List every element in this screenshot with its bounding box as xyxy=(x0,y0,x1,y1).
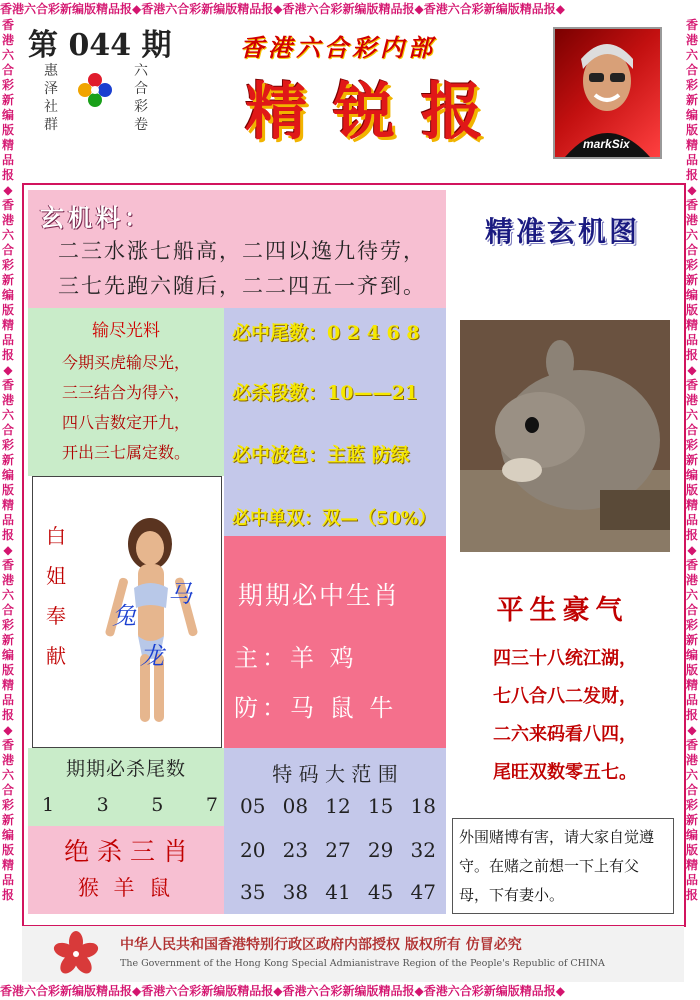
mystery-line-2: 三七先跑六随后，二二四五一齐到。 xyxy=(58,274,426,298)
girl-overlay-horse: 马 xyxy=(168,580,192,608)
poem-lines xyxy=(460,640,670,792)
zodiac-title: 期期必中生肖 xyxy=(238,581,401,610)
kill-tail-value: 7 xyxy=(205,794,218,816)
special-range-row: 05 08 12 15 18 xyxy=(240,794,436,818)
poem-line: 七八合八二发财， xyxy=(493,686,637,707)
special-range-row: 20 23 27 29 32 xyxy=(240,838,436,862)
footer-cn: 中华人民共和国香港特别行政区政府内部授权 版权所有 仿冒必究 xyxy=(120,937,522,953)
lose-all-lines xyxy=(28,348,224,468)
bottom-border-text: 香港六合彩新编版精品报◆香港六合彩新编版精品报◆香港六合彩新编版精品报◆香港六合彩新编版精品报◆ xyxy=(0,984,565,998)
kill-tail-value: 5 xyxy=(151,794,164,816)
poem-line: 二六来码看八四， xyxy=(493,724,637,745)
girl-overlay-rabbit: 兔 xyxy=(112,602,136,630)
kill-tails-values xyxy=(42,794,218,816)
poem-title: 平生豪气 xyxy=(496,595,629,626)
mystery-box xyxy=(28,190,446,308)
issue-number: 第 044 期 xyxy=(28,28,172,63)
footer-bar xyxy=(22,925,684,982)
lose-all-title: 输尽光料 xyxy=(92,321,160,341)
prediction-tail: 必中尾数：0 2 4 6 8 xyxy=(232,322,420,344)
lose-all-box xyxy=(28,308,224,476)
flower-logo-icon xyxy=(75,70,115,110)
zodiac-box xyxy=(224,536,446,748)
photo-badge: markSix xyxy=(583,137,630,151)
girl-panel xyxy=(28,476,224,748)
squirrel-photo xyxy=(460,320,670,552)
notice-box xyxy=(452,818,674,914)
lose-all-line: 开出三七属定数。 xyxy=(61,443,190,462)
girl-caption: 白 姐 奉 献 xyxy=(46,524,66,668)
left-border-text: 香港六合彩新编版精品报◆香港六合彩新编版精品报◆香港六合彩新编版精品报◆香港六合彩新编版精品报◆香港六合彩新编版精品报 xyxy=(1,18,14,902)
prediction-odd-even: 必中单双：双—（50%） xyxy=(232,508,437,529)
predictions-box xyxy=(224,308,446,536)
zodiac-main: 主：羊 鸡 xyxy=(234,644,358,672)
logo-right-text: 六合 彩卷 xyxy=(134,63,148,133)
header-photo xyxy=(553,27,662,159)
lose-all-line: 今期买虎输尽光， xyxy=(61,353,190,372)
logo-left-text: 惠泽 社群 xyxy=(44,63,58,133)
special-range-box xyxy=(224,748,446,914)
lose-all-line: 四八吉数定开九， xyxy=(61,413,190,432)
logo-group xyxy=(40,62,155,133)
right-title: 精准玄机图 xyxy=(484,215,640,248)
kill-tail-value: 3 xyxy=(96,794,109,816)
lose-all-line: 三三结合为得六， xyxy=(61,383,190,402)
kill-tails-title: 期期必杀尾数 xyxy=(65,758,186,780)
notice-text: 外围赌博有害，请大家自觉遵守。在赌之前想一下上有父母，下有妻小。 xyxy=(459,828,655,904)
girl-overlay-dragon: 龙 xyxy=(140,642,164,670)
kill-three-box xyxy=(28,826,224,914)
zodiac-guard: 防：马 鼠 牛 xyxy=(234,694,398,722)
mystery-heading: 玄机料： xyxy=(40,203,152,232)
bauhinia-icon xyxy=(52,930,100,978)
footer-en: The Government of the Hong Kong Special Admianistrave Region of the People's Republic of CHINA xyxy=(120,958,605,969)
special-range-row: 35 38 41 45 47 xyxy=(240,880,436,904)
kill-tails-box xyxy=(28,748,224,826)
page-title: 精锐报 xyxy=(245,75,510,148)
special-range-title: 特 码 大 范 围 xyxy=(272,762,398,786)
prediction-kill-segment: 必杀段数：10——21 xyxy=(232,382,418,404)
mystery-line-1: 二三水涨七船高，二四以逸九待劳， xyxy=(58,239,426,263)
poem-line: 四三十八统江湖， xyxy=(493,648,637,669)
right-border-text: 香港六合彩新编版精品报◆香港六合彩新编版精品报◆香港六合彩新编版精品报◆香港六合彩新编版精品报◆香港六合彩新编版精品报 xyxy=(685,18,698,902)
kill-tail-value: 1 xyxy=(42,794,55,816)
kill-three-values: 猴 羊 鼠 xyxy=(77,876,175,900)
kill-three-title: 绝 杀 三 肖 xyxy=(64,837,188,866)
header-subtitle: 香港六合彩内部 xyxy=(240,33,436,62)
prediction-wave: 必中波色：主蓝 防绿 xyxy=(232,444,410,466)
top-border-text: 香港六合彩新编版精品报◆香港六合彩新编版精品报◆香港六合彩新编版精品报◆香港六合彩新编版精品报◆ xyxy=(0,2,565,16)
poem-line: 尾旺双数零五七。 xyxy=(493,762,637,783)
